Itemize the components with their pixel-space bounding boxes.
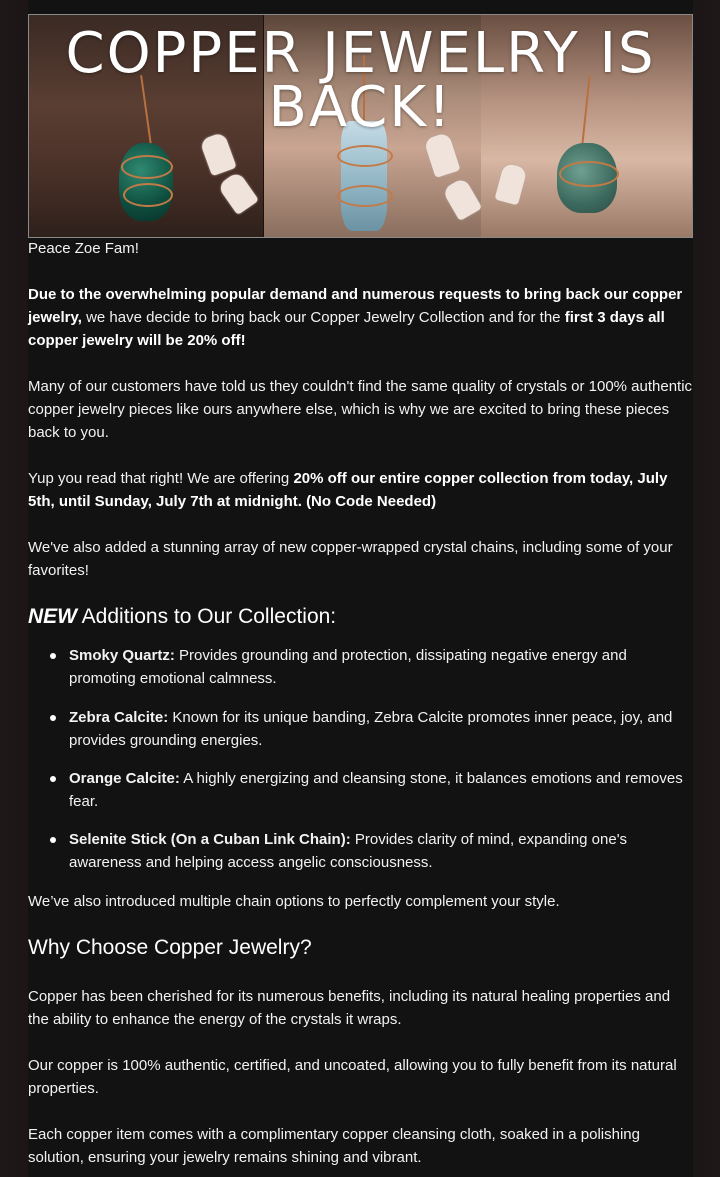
- hero-title-line2: BACK!: [268, 75, 453, 140]
- why-paragraph-3: Each copper item comes with a complimentary copper cleansing cloth, soaked in a polishing solution, ensuring your jewelry remains shining and vibrant.: [28, 1126, 640, 1166]
- why-heading: Why Choose Copper Jewelry?: [28, 936, 312, 959]
- addition-desc: Provides grounding and protection, dissipating negative energy and promoting emotional calmness.: [69, 647, 627, 687]
- list-item: [69, 828, 693, 874]
- intro-paragraph: [28, 283, 693, 352]
- offer-bold: 20% off our entire copper collection from today, July 5th, until Sunday, July 7th at midnight. (No Code Needed): [28, 470, 668, 510]
- addition-name: Zebra Calcite:: [69, 709, 169, 726]
- intro-bold-2: first 3 days all copper jewelry will be 20% off!: [28, 309, 665, 349]
- why-paragraph-1: Copper has been cherished for its numerous benefits, including its natural healing properties and the ability to enhance the energy of the crystals it wraps.: [28, 988, 671, 1028]
- new-additions-heading: [28, 604, 336, 630]
- bullet-icon: [50, 776, 56, 782]
- copper-wire-wrap: [121, 155, 173, 179]
- chains-paragraph: We’ve also introduced multiple chain options to perfectly complement your style.: [28, 893, 560, 910]
- list-item: [69, 767, 693, 813]
- email-content: [28, 0, 693, 1177]
- customers-paragraph: Many of our customers have told us they couldn't find the same quality of crystals or 100% authentic copper jewelry pieces like ours anywhere else, which is why we are excited to bring these pieces back to you.: [28, 378, 693, 441]
- addition-desc: Known for its unique banding, Zebra Calcite promotes inner peace, joy, and provides grounding energies.: [69, 709, 673, 749]
- offer-paragraph: [28, 467, 693, 513]
- offer-text: Yup you read that right! We are offering: [28, 470, 294, 487]
- greeting: Peace Zoe Fam!: [28, 240, 139, 257]
- new-heading-rest: Additions to Our Collection:: [77, 605, 337, 628]
- addition-desc: Provides clarity of mind, expanding one's awareness and helping access angelic consciousness.: [69, 831, 628, 871]
- addition-name: Orange Calcite:: [69, 770, 180, 787]
- intro-bold-1: Due to the overwhelming popular demand and numerous requests to bring back our copper jewelry,: [28, 286, 683, 326]
- bullet-icon: [50, 653, 56, 659]
- hero-banner[interactable]: [28, 14, 693, 238]
- list-item: [69, 644, 693, 690]
- copper-wire-wrap: [559, 161, 619, 187]
- why-paragraph-2: Our copper is 100% authentic, certified, and uncoated, allowing you to fully benefit from its natural properties.: [28, 1057, 677, 1097]
- addition-name: Smoky Quartz:: [69, 647, 175, 664]
- intro-text: we have decide to bring back our Copper Jewelry Collection and for the: [81, 309, 565, 326]
- hero-title-line1: COPPER JEWELRY IS: [65, 21, 656, 86]
- copper-wire-wrap: [337, 185, 393, 207]
- bullet-icon: [50, 837, 56, 843]
- bullet-icon: [50, 715, 56, 721]
- copper-wire-wrap: [123, 183, 173, 207]
- addition-name: Selenite Stick (On a Cuban Link Chain):: [69, 831, 351, 848]
- new-word: NEW: [28, 605, 77, 628]
- hero-title: [29, 21, 692, 140]
- copper-wire-wrap: [337, 145, 393, 167]
- added-paragraph: We've also added a stunning array of new copper-wrapped crystal chains, including some of your favorites!: [28, 539, 673, 579]
- list-item: [69, 706, 693, 752]
- addition-desc: A highly energizing and cleansing stone, it balances emotions and removes fear.: [69, 770, 683, 810]
